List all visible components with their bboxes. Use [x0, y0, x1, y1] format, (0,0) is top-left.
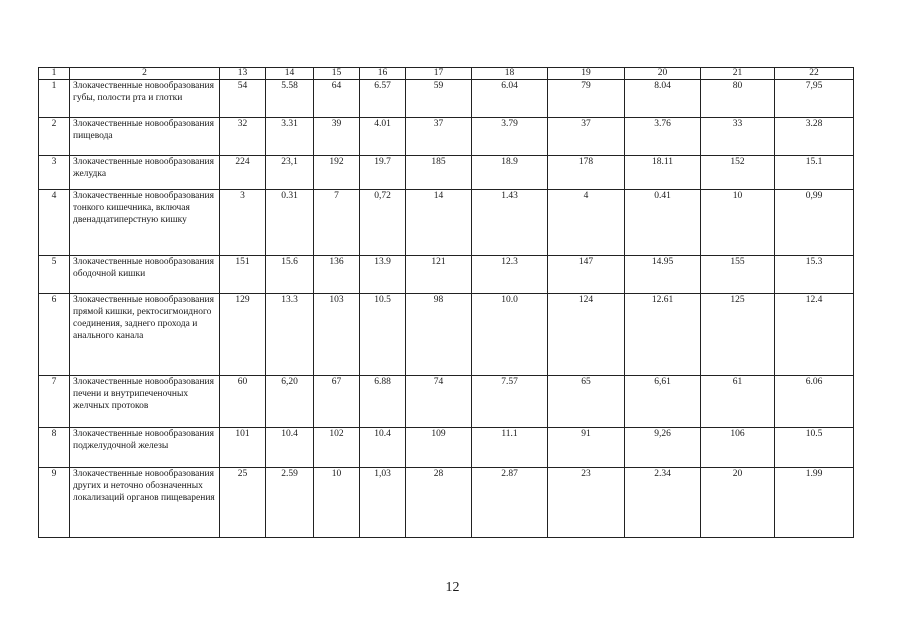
table-cell: 15.6 [266, 256, 314, 294]
statistics-table [38, 67, 854, 538]
row-label: Злокачественные новообразования тонкого кишечника, включая двенадцатиперстную кишку [70, 190, 220, 256]
page-number: 12 [445, 580, 460, 595]
table-cell: 6.57 [360, 80, 406, 118]
table-cell: 178 [548, 156, 625, 190]
table-cell: 60 [220, 376, 266, 428]
table-row [39, 118, 854, 156]
table-cell: 15.3 [775, 256, 854, 294]
table-cell: 3.76 [625, 118, 701, 156]
table-cell: 59 [406, 80, 472, 118]
table-cell: 32 [220, 118, 266, 156]
column-header: 17 [406, 68, 472, 80]
row-index: 3 [39, 156, 70, 190]
column-header: 20 [625, 68, 701, 80]
column-header: 15 [314, 68, 360, 80]
row-index: 8 [39, 428, 70, 468]
table-cell: 74 [406, 376, 472, 428]
column-header: 22 [775, 68, 854, 80]
column-header: 13 [220, 68, 266, 80]
table-cell: 155 [701, 256, 775, 294]
table-cell: 6.06 [775, 376, 854, 428]
table-cell: 10 [701, 190, 775, 256]
column-header: 21 [701, 68, 775, 80]
table-row [39, 428, 854, 468]
table-cell: 147 [548, 256, 625, 294]
table-cell: 23 [548, 468, 625, 538]
table-cell: 136 [314, 256, 360, 294]
table-cell: 65 [548, 376, 625, 428]
table-cell: 124 [548, 294, 625, 376]
table-cell: 1.43 [472, 190, 548, 256]
table-cell: 80 [701, 80, 775, 118]
table-cell: 12.61 [625, 294, 701, 376]
table-cell: 4.01 [360, 118, 406, 156]
table-cell: 106 [701, 428, 775, 468]
row-index: 6 [39, 294, 70, 376]
table-cell: 28 [406, 468, 472, 538]
table-cell: 1.99 [775, 468, 854, 538]
table-cell: 14.95 [625, 256, 701, 294]
column-header: 19 [548, 68, 625, 80]
table-header-row [39, 68, 854, 80]
table-cell: 6,20 [266, 376, 314, 428]
table-cell: 9,26 [625, 428, 701, 468]
table-cell: 18.11 [625, 156, 701, 190]
table-cell: 152 [701, 156, 775, 190]
table-cell: 54 [220, 80, 266, 118]
table-cell: 6.88 [360, 376, 406, 428]
table-cell: 102 [314, 428, 360, 468]
row-label: Злокачественные новообразования губы, полости рта и глотки [70, 80, 220, 118]
column-header: 16 [360, 68, 406, 80]
row-label: Злокачественные новообразования поджелудочной железы [70, 428, 220, 468]
table-cell: 13.9 [360, 256, 406, 294]
row-index: 9 [39, 468, 70, 538]
table-cell: 19.7 [360, 156, 406, 190]
table-cell: 20 [701, 468, 775, 538]
table-row [39, 190, 854, 256]
table-cell: 6,61 [625, 376, 701, 428]
table-cell: 2.34 [625, 468, 701, 538]
column-header: 1 [39, 68, 70, 80]
table-cell: 3.28 [775, 118, 854, 156]
table-cell: 1,03 [360, 468, 406, 538]
table-row [39, 468, 854, 538]
table-cell: 33 [701, 118, 775, 156]
row-index: 5 [39, 256, 70, 294]
table-cell: 151 [220, 256, 266, 294]
table-cell: 2.87 [472, 468, 548, 538]
row-label: Злокачественные новообразования ободочной кишки [70, 256, 220, 294]
table-cell: 224 [220, 156, 266, 190]
row-label: Злокачественные новообразования пищевода [70, 118, 220, 156]
table-cell: 109 [406, 428, 472, 468]
table-cell: 7 [314, 190, 360, 256]
table-cell: 192 [314, 156, 360, 190]
table-cell: 37 [548, 118, 625, 156]
row-index: 4 [39, 190, 70, 256]
table-cell: 98 [406, 294, 472, 376]
table-cell: 10.5 [775, 428, 854, 468]
table-cell: 10.4 [360, 428, 406, 468]
table-cell: 8.04 [625, 80, 701, 118]
table-cell: 0,72 [360, 190, 406, 256]
table-cell: 7,95 [775, 80, 854, 118]
table-cell: 79 [548, 80, 625, 118]
table-cell: 67 [314, 376, 360, 428]
table-cell: 6.04 [472, 80, 548, 118]
table-cell: 37 [406, 118, 472, 156]
column-header: 14 [266, 68, 314, 80]
table-cell: 10 [314, 468, 360, 538]
table-cell: 11.1 [472, 428, 548, 468]
table-cell: 25 [220, 468, 266, 538]
table-row [39, 256, 854, 294]
table-cell: 101 [220, 428, 266, 468]
row-label: Злокачественные новообразования печени и внутрипеченочных желчных протоков [70, 376, 220, 428]
table-cell: 10.5 [360, 294, 406, 376]
table-cell: 0.41 [625, 190, 701, 256]
column-header: 18 [472, 68, 548, 80]
table-cell: 3.79 [472, 118, 548, 156]
row-label: Злокачественные новообразования других и неточно обозначенных локализаций органов пищеварения [70, 468, 220, 538]
column-header: 2 [70, 68, 220, 80]
row-label: Злокачественные новообразования желудка [70, 156, 220, 190]
table-cell: 2.59 [266, 468, 314, 538]
table-cell: 121 [406, 256, 472, 294]
row-label: Злокачественные новообразования прямой кишки, ректосигмоидного соединения, заднего прохода и анального канала [70, 294, 220, 376]
table-cell: 10.4 [266, 428, 314, 468]
table-cell: 91 [548, 428, 625, 468]
table-cell: 3 [220, 190, 266, 256]
table-cell: 129 [220, 294, 266, 376]
table-cell: 5.58 [266, 80, 314, 118]
table-row [39, 80, 854, 118]
table-cell: 4 [548, 190, 625, 256]
table-cell: 10.0 [472, 294, 548, 376]
table-cell: 12.3 [472, 256, 548, 294]
table-row [39, 294, 854, 376]
table-cell: 185 [406, 156, 472, 190]
table-cell: 0,99 [775, 190, 854, 256]
table-cell: 23,1 [266, 156, 314, 190]
row-index: 7 [39, 376, 70, 428]
table-cell: 15.1 [775, 156, 854, 190]
table-cell: 61 [701, 376, 775, 428]
table-cell: 64 [314, 80, 360, 118]
table-cell: 18.9 [472, 156, 548, 190]
table-cell: 13.3 [266, 294, 314, 376]
table-cell: 7.57 [472, 376, 548, 428]
table-cell: 14 [406, 190, 472, 256]
table-cell: 103 [314, 294, 360, 376]
table-cell: 125 [701, 294, 775, 376]
table-row [39, 156, 854, 190]
row-index: 1 [39, 80, 70, 118]
table-cell: 39 [314, 118, 360, 156]
table-cell: 0.31 [266, 190, 314, 256]
table-row [39, 376, 854, 428]
table-cell: 3.31 [266, 118, 314, 156]
table-cell: 12.4 [775, 294, 854, 376]
row-index: 2 [39, 118, 70, 156]
